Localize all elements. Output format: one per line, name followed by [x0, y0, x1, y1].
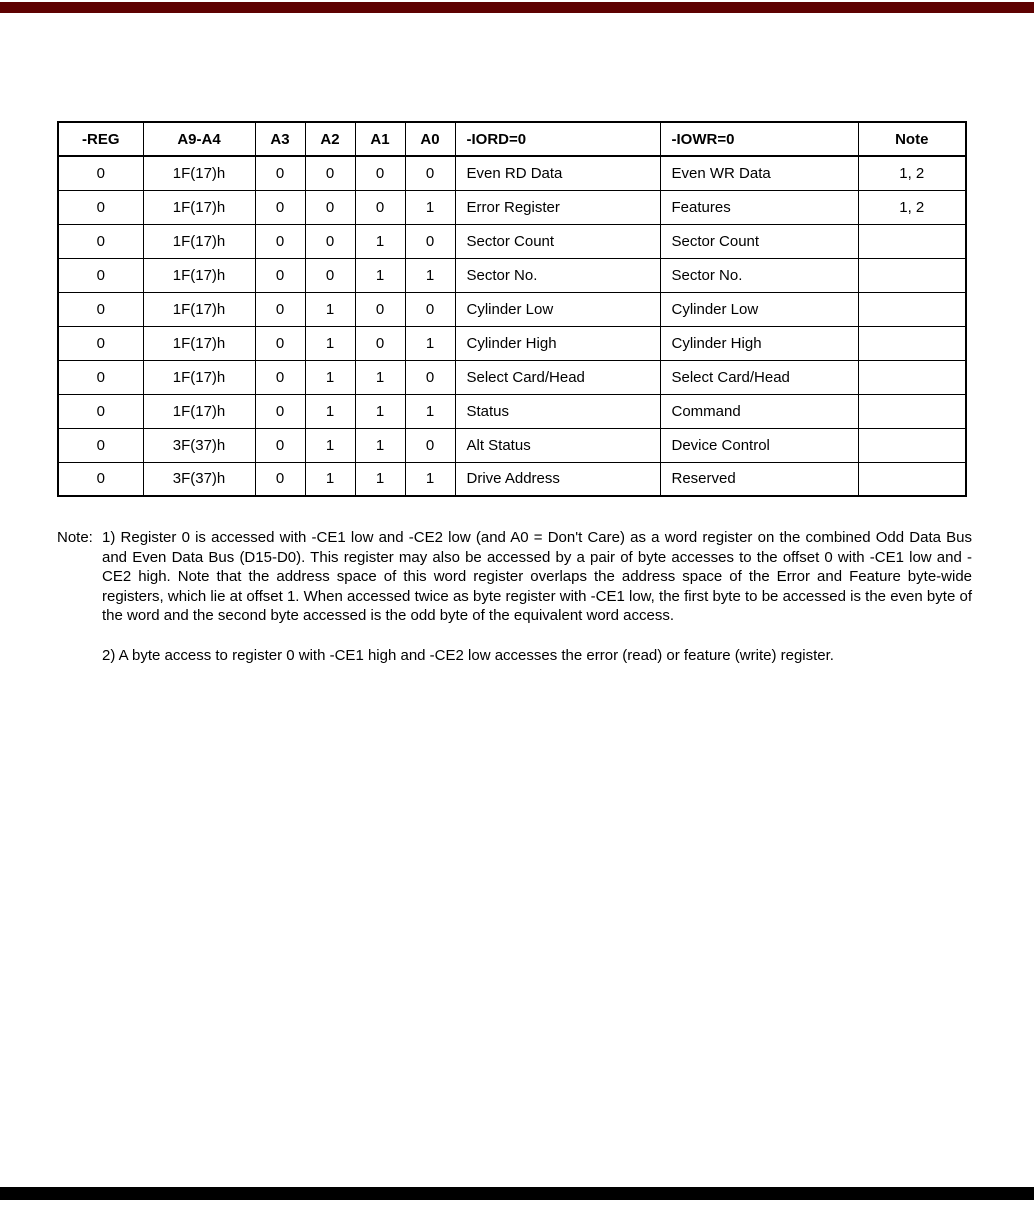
table-cell: 1F(17)h: [143, 292, 255, 326]
table-cell: Features: [660, 190, 858, 224]
column-header: A0: [405, 122, 455, 156]
top-accent-bar: [0, 2, 1034, 13]
table-cell: Even RD Data: [455, 156, 660, 190]
table-cell: Sector No.: [660, 258, 858, 292]
table-cell: Select Card/Head: [660, 360, 858, 394]
table-cell: 0: [405, 428, 455, 462]
table-cell: [858, 258, 966, 292]
table-cell: Sector Count: [455, 224, 660, 258]
table-header-row: [58, 122, 966, 156]
table-row: [58, 190, 966, 224]
table-cell: Select Card/Head: [455, 360, 660, 394]
table-cell: 0: [58, 360, 143, 394]
table-cell: 1: [305, 292, 355, 326]
table-cell: 0: [305, 224, 355, 258]
table-cell: 0: [255, 156, 305, 190]
table-cell: 1, 2: [858, 156, 966, 190]
table-cell: 0: [405, 224, 455, 258]
table-cell: 0: [255, 224, 305, 258]
table-row: [58, 326, 966, 360]
column-header: -REG: [58, 122, 143, 156]
table-cell: 1: [355, 394, 405, 428]
table-cell: Command: [660, 394, 858, 428]
column-header: Note: [858, 122, 966, 156]
column-header: -IORD=0: [455, 122, 660, 156]
table-cell: 1: [405, 462, 455, 496]
table-cell: 0: [255, 428, 305, 462]
table-cell: Sector Count: [660, 224, 858, 258]
table-cell: 0: [255, 360, 305, 394]
table-cell: 0: [405, 292, 455, 326]
table-cell: 0: [58, 326, 143, 360]
table-row: [58, 428, 966, 462]
table-cell: 0: [305, 258, 355, 292]
column-header: A2: [305, 122, 355, 156]
table-cell: 1: [355, 258, 405, 292]
register-map-table: [57, 121, 967, 497]
table-cell: 0: [255, 326, 305, 360]
table-cell: 1: [305, 394, 355, 428]
table-cell: [858, 224, 966, 258]
table-cell: 0: [58, 394, 143, 428]
table-cell: Sector No.: [455, 258, 660, 292]
table-cell: 1: [355, 428, 405, 462]
table-cell: 0: [58, 258, 143, 292]
table-cell: 1: [405, 190, 455, 224]
table-cell: Cylinder Low: [660, 292, 858, 326]
table-cell: 1F(17)h: [143, 394, 255, 428]
table-cell: 1F(17)h: [143, 190, 255, 224]
table-cell: 0: [58, 292, 143, 326]
table-cell: 1: [305, 326, 355, 360]
table-row: [58, 224, 966, 258]
note-paragraph: 1) Register 0 is accessed with -CE1 low and -CE2 low (and A0 = Don't Care) as a word register on the combined Odd Data Bus and Even Data Bus (D15-D0). This register may also be accessed by a pair of byte accesses to the offset 0 with -CE1 low and -CE2 high. Note that the address space of this word register overlaps the address space of the Error and Feature byte-wide registers, which lie at offset 1. When accessed twice as byte register with -CE1 low, the first byte to be accessed is the even byte of the word and the second byte accessed is the odd byte of the equivalent word access.: [102, 529, 972, 624]
table-cell: 0: [355, 190, 405, 224]
table-row: [58, 258, 966, 292]
table-row: [58, 394, 966, 428]
table-cell: [858, 360, 966, 394]
table-cell: [858, 292, 966, 326]
table-cell: 0: [405, 360, 455, 394]
table-cell: Cylinder Low: [455, 292, 660, 326]
table-cell: Device Control: [660, 428, 858, 462]
table-cell: 0: [355, 292, 405, 326]
table-cell: 0: [255, 258, 305, 292]
table-cell: 0: [58, 156, 143, 190]
table-cell: 1: [405, 326, 455, 360]
table-cell: Cylinder High: [660, 326, 858, 360]
table-cell: 1F(17)h: [143, 360, 255, 394]
table-cell: 1: [405, 258, 455, 292]
table-cell: 0: [58, 224, 143, 258]
table-cell: Cylinder High: [455, 326, 660, 360]
column-header: A9-A4: [143, 122, 255, 156]
column-header: A1: [355, 122, 405, 156]
table-cell: Error Register: [455, 190, 660, 224]
table-cell: Alt Status: [455, 428, 660, 462]
column-header: A3: [255, 122, 305, 156]
table-row: [58, 292, 966, 326]
bottom-accent-bar: [0, 1187, 1034, 1200]
table-cell: 1: [355, 360, 405, 394]
table-cell: Reserved: [660, 462, 858, 496]
table-cell: 3F(37)h: [143, 428, 255, 462]
table-cell: 0: [255, 292, 305, 326]
table-cell: 0: [255, 462, 305, 496]
table-cell: 0: [255, 394, 305, 428]
note-paragraph: 2) A byte access to register 0 with -CE1 high and -CE2 low accesses the error (read) or feature (write) register.: [102, 646, 834, 664]
table-cell: 0: [355, 156, 405, 190]
table-cell: [858, 394, 966, 428]
table-cell: 0: [255, 190, 305, 224]
table-cell: 1: [305, 360, 355, 394]
table-row: [58, 156, 966, 190]
table-cell: [858, 428, 966, 462]
table-cell: 1: [355, 462, 405, 496]
table-cell: [858, 462, 966, 496]
table-cell: [858, 326, 966, 360]
notes-label: Note:: [57, 529, 93, 546]
table-cell: 0: [405, 156, 455, 190]
table-row: [58, 360, 966, 394]
table-cell: 0: [305, 156, 355, 190]
notes-text: [102, 528, 972, 685]
table-cell: 0: [305, 190, 355, 224]
notes-section: [57, 528, 972, 685]
table-cell: 0: [355, 326, 405, 360]
table-cell: 1F(17)h: [143, 258, 255, 292]
table-cell: 0: [58, 462, 143, 496]
table-cell: 1F(17)h: [143, 156, 255, 190]
table-body: [58, 156, 966, 496]
table-cell: 3F(37)h: [143, 462, 255, 496]
table-cell: 1: [405, 394, 455, 428]
table-cell: 1: [305, 428, 355, 462]
table-cell: Status: [455, 394, 660, 428]
table-cell: Even WR Data: [660, 156, 858, 190]
table-cell: 0: [58, 190, 143, 224]
table-cell: 1: [305, 462, 355, 496]
table-cell: 1F(17)h: [143, 326, 255, 360]
table-cell: Drive Address: [455, 462, 660, 496]
column-header: -IOWR=0: [660, 122, 858, 156]
table-row: [58, 462, 966, 496]
table-cell: 1F(17)h: [143, 224, 255, 258]
table-cell: 1: [355, 224, 405, 258]
table-cell: 1, 2: [858, 190, 966, 224]
table-cell: 0: [58, 428, 143, 462]
